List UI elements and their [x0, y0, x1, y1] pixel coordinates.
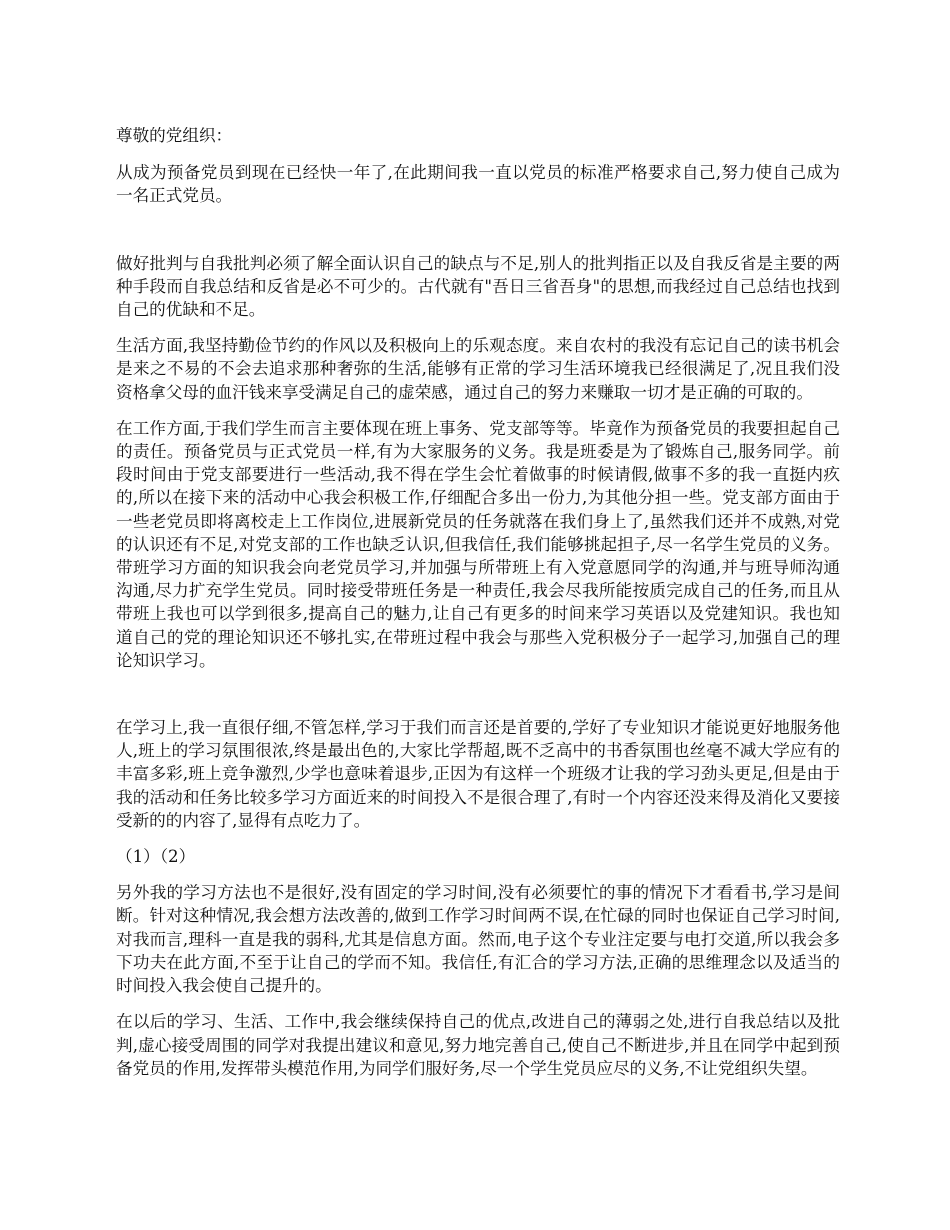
paragraph-numbering: （1）（2）	[116, 847, 196, 867]
paragraph-life: 生活方面,我坚持勤俭节约的作风以及积极向上的乐观态度。来自农村的我没有忘记自己的读书机会是来之不易的不会去追求那种奢弥的生活,能够有正常的学习生活环境我已经很满足了,况且我们没资格拿父母的血汗钱来享受满足自己的虚荣感，通过自己的努力来赚取一切才是正确的可取的。	[116, 336, 840, 402]
salutation: 尊敬的党组织：	[116, 126, 233, 145]
paragraph-intro: 从成为预备党员到现在已经快一年了,在此期间我一直以党员的标准严格要求自己,努力使自己成为一名正式党员。	[116, 163, 840, 206]
document-body	[116, 124, 840, 1080]
paragraph-conclusion: 在以后的学习、生活、工作中,我会继续保持自己的优点,改进自己的薄弱之处,进行自我总结以及批判,虚心接受周围的同学对我提出建议和意见,努力地完善自己,使自己不断进步,并且在同学中起到预备党员的作用,发挥带头模范作用,为同学们服好务,尽一个学生党员应尽的义务,不让党组织失望。	[116, 1012, 840, 1078]
paragraph-work: 在工作方面,于我们学生而言主要体现在班上事务、党支部等等。毕竟作为预备党员的我要担起自己的责任。预备党员与正式党员一样,有为大家服务的义务。我是班委是为了锻炼自己,服务同学。前段时间由于党支部要进行一些活动,我不得在学生会忙着做事的时候请假,做事不多的我一直挺内疚的,所以在接下来的活动中心我会积极工作,仔细配合多出一份力,为其他分担一些。党支部方面由于一些老党员即将离校走上工作岗位,进展新党员的任务就落在我们身上了,虽然我们还并不成熟,对党的认识还有不足,对党支部的工作也缺乏认识,但我信任,我们能够挑起担子,尽一名学生党员的义务。带班学习方面的知识我会向老党员学习,并加强与所带班上有入党意愿同学的沟通,并与班导师沟通沟通,尽力扩充学生党员。同时接受带班任务是一种责任,我会尽我所能按质完成自己的任务,而且从带班上我也可以学到很多,提高自己的魅力,让自己有更多的时间来学习英语以及党建知识。我也知道自己的党的理论知识还不够扎实,在带班过程中我会与那些入党积极分子一起学习,加强自己的理论知识学习。	[116, 418, 840, 670]
paragraph-study: 在学习上,我一直很仔细,不管怎样,学习于我们而言还是首要的,学好了专业知识才能说更好地服务他人,班上的学习氛围很浓,终是最出色的,大家比学帮超,既不乏高中的书香氛围也丝毫不减大学应有的丰富多彩,班上竞争激烈,少学也意味着退步,正因为有这样一个班级才让我的学习劲头更足,但是由于我的活动和任务比较多学习方面近来的时间投入不是很合理了,有时一个内容还没来得及消化又要接受新的的内容了,显得有点吃力了。	[116, 718, 840, 830]
paragraph-self-criticism: 做好批判与自我批判必须了解全面认识自己的缺点与不足,别人的批判指正以及自我反省是主要的两种手段而自我总结和反省是必不可少的。古代就有"吾日三省吾身"的思想,而我经过自己总结也找到自己的优缺和不足。	[116, 253, 840, 320]
paragraph-study-method: 另外我的学习方法也不是很好,没有固定的学习时间,没有必须要忙的事的情况下才看看书,学习是间断。针对这种情况,我会想方法改善的,做到工作学习时间两不误,在忙碌的同时也保证自己学习时间,对我而言,理科一直是我的弱科,尤其是信息方面。然而,电子这个专业注定要与电打交道,所以我会多下功夫在此方面,不至于让自己的学而不知。我信任,有汇合的学习方法,正确的思维理念以及适当的时间投入我会使自己提升的。	[116, 883, 840, 996]
